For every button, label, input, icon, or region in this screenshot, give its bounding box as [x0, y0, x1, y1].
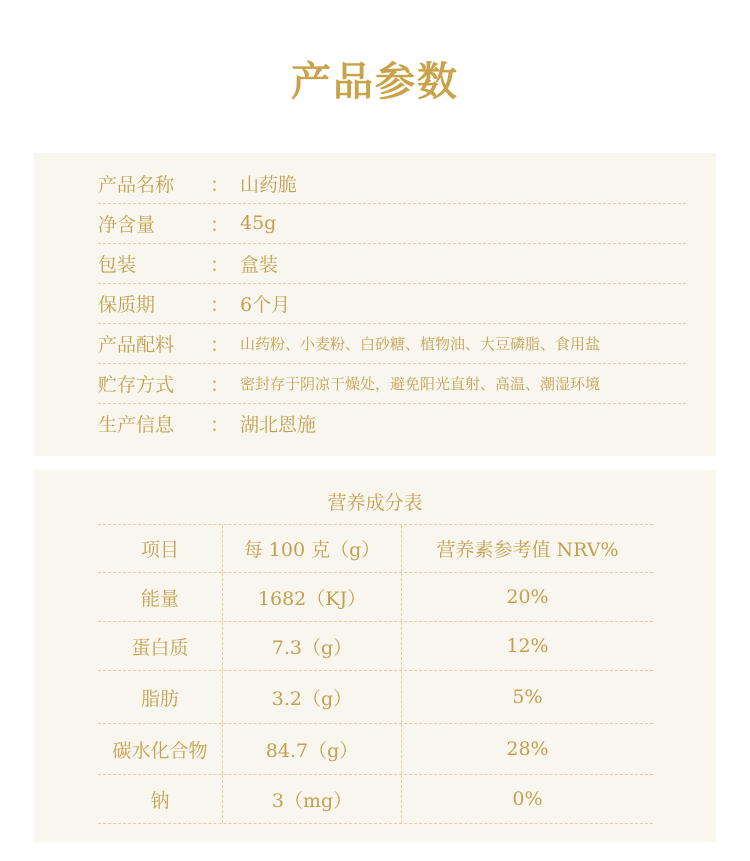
nutrient-name: 钠: [98, 775, 223, 823]
nutrient-nrv: 12%: [506, 635, 549, 657]
nutrient-name: 能量: [98, 573, 223, 621]
page-title: 产品参数: [291, 58, 459, 105]
info-label: 产品名称: [98, 173, 175, 196]
nutrient-amount: 84.7（g）: [223, 724, 402, 774]
info-label: 产品配料: [98, 333, 175, 356]
info-value: 湖北恩施: [240, 413, 317, 436]
info-label: 净含量: [98, 213, 156, 236]
nutrition-title: 营养成分表: [327, 492, 423, 514]
info-value: 45g: [240, 212, 277, 234]
info-colon: ：: [210, 333, 230, 356]
info-row-origin: [98, 403, 686, 443]
info-row-package: [98, 243, 686, 284]
table-row: [98, 622, 653, 671]
nutrition-panel: [34, 470, 716, 842]
nutrient-nrv: 0%: [512, 788, 543, 810]
nutrient-amount: 3.2（g）: [223, 671, 402, 723]
info-label: 贮存方式: [98, 373, 175, 396]
header-nrv: 营养素参考值 NRV%: [436, 539, 619, 561]
nutrient-nrv: 20%: [506, 586, 549, 608]
info-colon: ：: [210, 373, 230, 396]
info-label: 包装: [98, 253, 137, 276]
info-label: 保质期: [98, 293, 156, 316]
info-colon: ：: [210, 213, 230, 236]
nutrition-table: [98, 524, 653, 824]
info-row-ingredients: [98, 323, 686, 364]
product-info-panel: [34, 153, 716, 456]
info-label: 生产信息: [98, 413, 175, 436]
info-colon: ：: [210, 253, 230, 276]
info-value: 盒装: [240, 253, 279, 276]
table-header-row: [98, 525, 653, 573]
table-row: [98, 724, 653, 775]
nutrient-name: 蛋白质: [98, 622, 223, 670]
header-item: 项目: [98, 525, 223, 572]
info-value: 密封存于阴凉干燥处，避免阳光直射、高温、潮湿环境: [240, 374, 601, 393]
table-row: [98, 573, 653, 622]
info-row-shelf-life: [98, 283, 686, 324]
table-row: [98, 775, 653, 824]
nutrient-amount: 3（mg）: [223, 775, 402, 823]
info-value: 山药脆: [240, 173, 298, 196]
nutrient-amount: 7.3（g）: [223, 622, 402, 670]
info-colon: ：: [210, 413, 230, 436]
nutrient-name: 脂肪: [98, 671, 223, 723]
header-per-100g: 每 100 克（g）: [223, 525, 402, 572]
info-colon: ：: [210, 173, 230, 196]
info-colon: ：: [210, 293, 230, 316]
info-row-storage: [98, 363, 686, 404]
nutrient-nrv: 5%: [512, 686, 543, 708]
nutrient-name: 碳水化合物: [98, 724, 223, 774]
table-row: [98, 671, 653, 724]
info-value: 山药粉、小麦粉、白砂糖、植物油、大豆磷脂、食用盐: [240, 334, 601, 353]
info-row-net-content: [98, 203, 686, 244]
nutrient-nrv: 28%: [506, 738, 549, 760]
info-value: 6个月: [240, 293, 291, 316]
nutrient-amount: 1682（KJ）: [223, 573, 402, 621]
info-row-name: [98, 163, 686, 204]
